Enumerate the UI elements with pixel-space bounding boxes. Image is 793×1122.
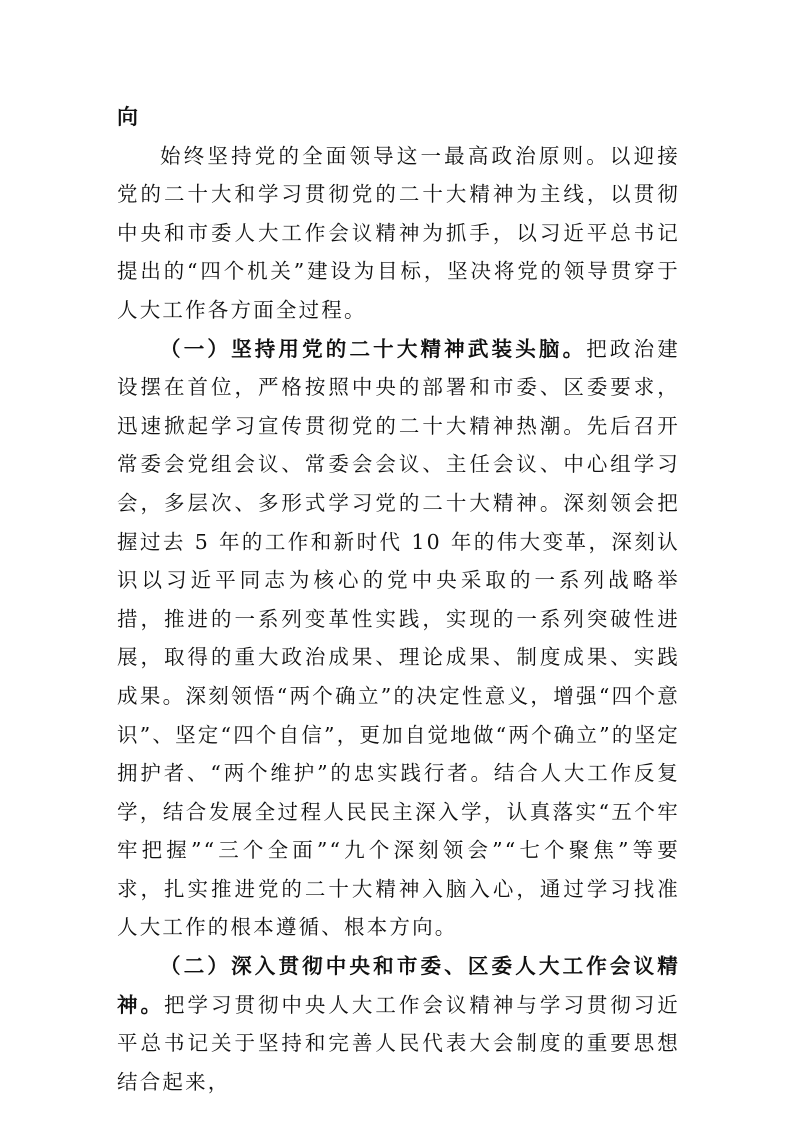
paragraph-section-2: [117, 947, 680, 1101]
paragraph-intro: [117, 137, 680, 330]
section-heading-fragment: 向: [117, 105, 138, 129]
paragraph-section-1: [117, 330, 680, 948]
subheading-2: （二）深入贯彻中央和市委、区委人大工作会议精神。: [117, 954, 680, 1017]
subheading-1: （一）坚持用党的二十大精神武装头脑。: [160, 336, 587, 361]
paragraph-text: 始终坚持党的全面领导这一最高政治原则。以迎接党的二十大和学习贯彻党的二十大精神为主线，以贯彻中央和市委人大工作会议精神为抓手，以习近平总书记提出的“四个机关”建设为目标，坚决将党的领导贯穿于人大工作各方面全过程。: [117, 143, 680, 322]
paragraph-text: 把政治建设摆在首位，严格按照中央的部署和市委、区委要求，迅速掀起学习宣传贯彻党的二十大精神热潮。先后召开常委会党组会议、常委会会议、主任会议、中心组学习会，多层次、多形式学习党的二十大精神。深刻领会把握过去 5 年的工作和新时代 10 年的伟大变革，深刻认识以习近平同志为核心的党中央采取的一系列战略举措，推进的一系列变革性实践，实现的一系列突破性进展，取得的重大政治成果、理论成果、制度成果、实践成果。深刻领悟“两个确立”的决定性意义，增强“四个意识”、坚定“四个自信”，更加自觉地做“两个确立”的坚定拥护者、“两个维护”的忠实践行者。结合人大工作反复学，结合发展全过程人民民主深入学，认真落实“五个牢牢把握”“三个全面”“九个深刻领会”“七个聚焦”等要求，扎实推进党的二十大精神入脑入心，通过学习找准人大工作的根本遵循、根本方向。: [117, 336, 680, 940]
paragraph-text: 把学习贯彻中央人大工作会议精神与学习贯彻习近平总书记关于坚持和完善人民代表大会制度的重要思想结合起来，: [117, 992, 680, 1094]
document-page: [117, 98, 680, 1101]
